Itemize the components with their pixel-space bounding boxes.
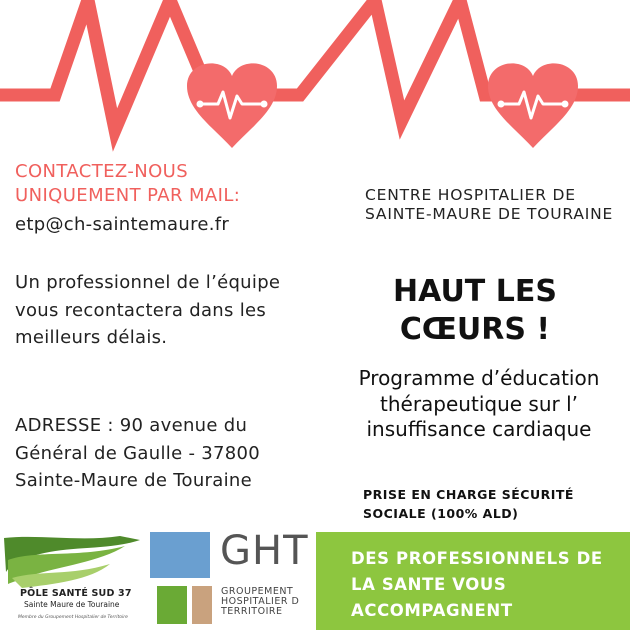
pole-tagline: Membre du Groupement Hospitalier de Territoire: [18, 615, 128, 620]
contact-info-text: Un professionnel de l’équipe vous recontactera dans les meilleurs délais.: [15, 272, 281, 348]
ght-line-1: GROUPEMENT: [221, 586, 294, 597]
heart-pulse-icon: [187, 63, 277, 148]
pole-subtitle: Sainte Maure de Touraine: [24, 600, 120, 609]
ght-line-2: HOSPITALIER D: [221, 596, 300, 607]
ght-line-3: TERRITOIRE: [221, 606, 283, 617]
ecg-line-decoration: [0, 0, 630, 175]
banner-text: DES PROFESSIONNELS DE LA SANTE VOUS ACCOMPAGNENT: [351, 549, 603, 620]
contact-title: CONTACTEZ-NOUS UNIQUEMENT PAR MAIL:: [15, 161, 241, 206]
headline: HAUT LES CŒURS !: [393, 274, 557, 347]
ght-logo: [150, 532, 316, 630]
hospital-name: CENTRE HOSPITALIER DE SAINTE-MAURE DE TOURAINE: [365, 186, 614, 223]
heart-pulse-icon: [488, 63, 578, 148]
ght-blue-square: [150, 532, 210, 578]
ght-subtitle: [221, 587, 299, 617]
ght-tan-square: [192, 586, 212, 624]
ght-wordmark: GHT: [220, 532, 309, 574]
banner: [316, 532, 630, 630]
pole-title: PÔLE SANTÉ SUD 37: [20, 588, 132, 599]
programme-description: Programme d’éducation thérapeutique sur l’ insuffisance cardiaque: [358, 366, 600, 441]
contact-email[interactable]: etp@ch-saintemaure.fr: [15, 214, 230, 235]
address-text: ADRESSE : 90 avenue du Général de Gaulle - 37800 Sainte-Maure de Touraine: [15, 415, 261, 491]
ght-green-square: [157, 586, 187, 624]
coverage-note: PRISE EN CHARGE SÉCURITÉ SOCIALE (100% ALD): [363, 487, 574, 521]
